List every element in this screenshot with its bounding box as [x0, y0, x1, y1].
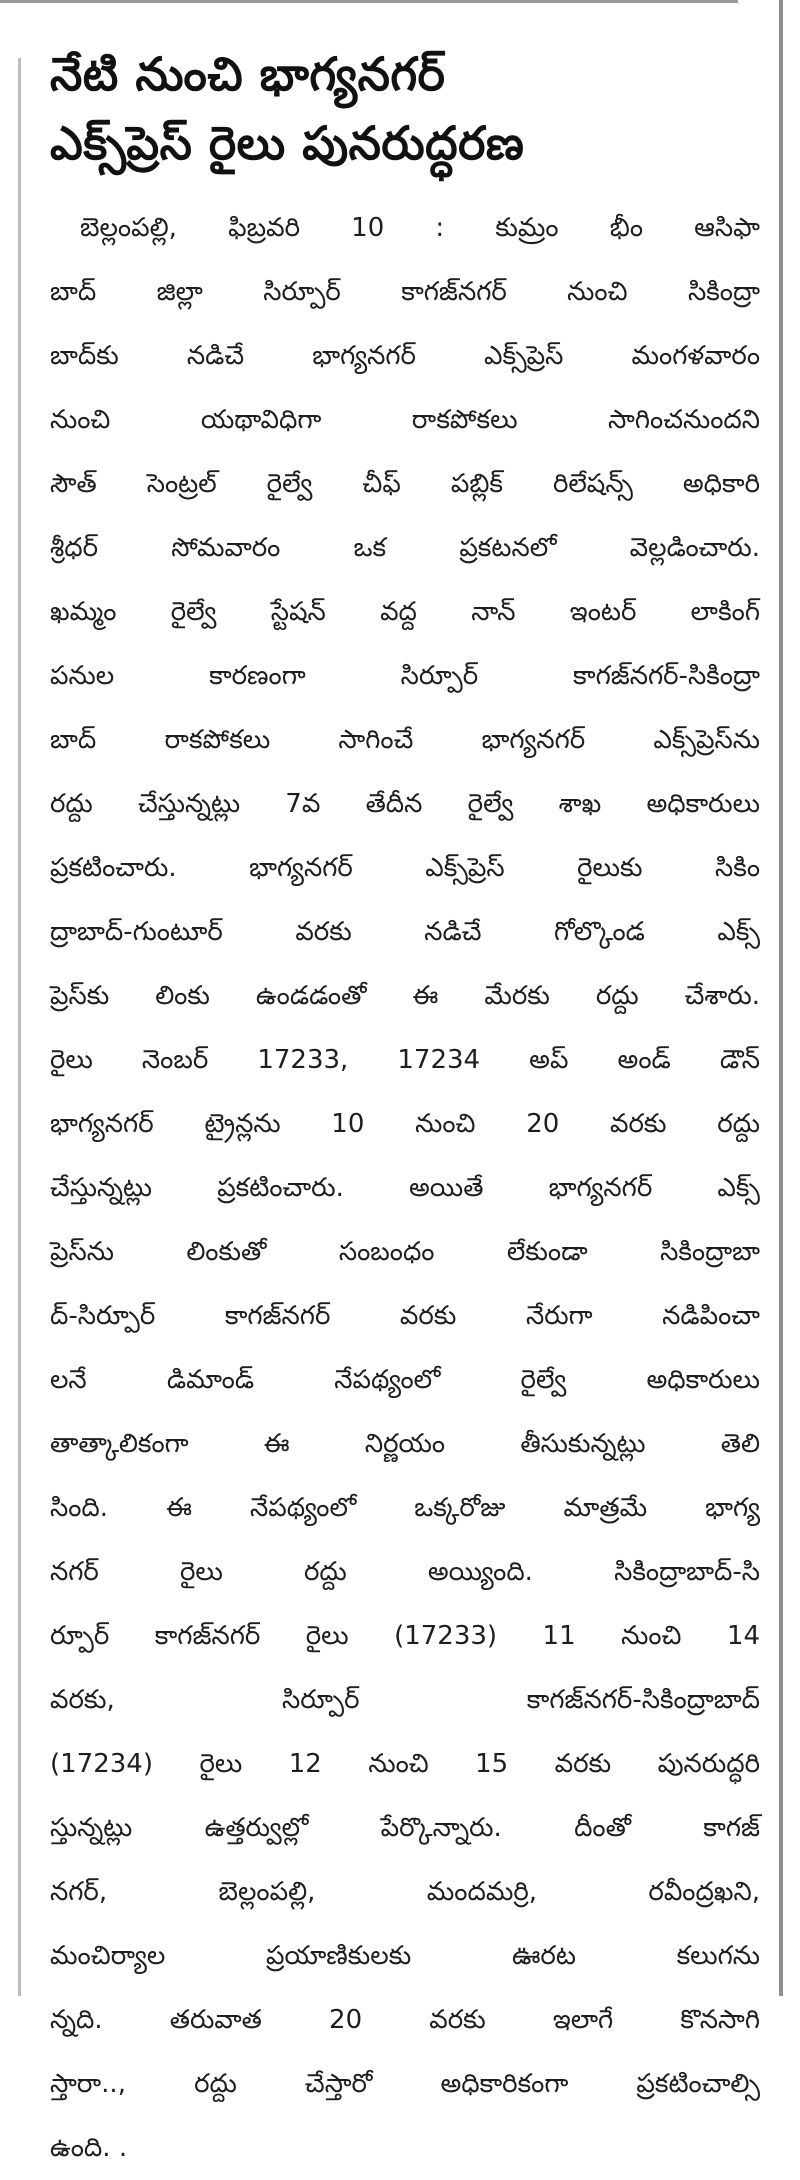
left-column-rule: [18, 58, 21, 1996]
body-line: (17234) రైలు 12 నుంచి 15 వరకు పునరుద్ధరి: [50, 1749, 760, 1779]
body-line: రద్దు చేస్తున్నట్లు 7వ తేదీన రైల్వే శాఖ అధికారులు: [50, 789, 760, 819]
body-line: బాద్‌కు నడిచే భాగ్యనగర్ ఎక్స్‌ప్రెస్ మంగళవారం: [50, 341, 760, 371]
body-line: చేస్తున్నట్లు ప్రకటించారు. అయితే భాగ్యనగర్ ఎక్స్: [50, 1173, 760, 1203]
body-line: భాగ్యనగర్ ట్రైన్లను 10 నుంచి 20 వరకు రద్దు: [50, 1109, 760, 1139]
body-line: పనుల కారణంగా సిర్పూర్ కాగజ్‌నగర్-సికింద్రా: [50, 661, 760, 691]
body-line: తాత్కాలికంగా ఈ నిర్ణయం తీసుకున్నట్లు తెలి: [50, 1429, 760, 1459]
body-line: వరకు, సిర్పూర్ కాగజ్‌నగర్-సికింద్రాబాద్: [50, 1685, 760, 1715]
article-headline: [50, 40, 760, 178]
body-line: నగర్ రైలు రద్దు అయ్యింది. సికింద్రాబాద్-సి: [50, 1557, 760, 1587]
body-line: మంచిర్యాల ప్రయాణికులకు ఊరట కలుగను: [50, 1941, 760, 1971]
top-border-rule: [0, 0, 738, 3]
body-line: ద్రాబాద్-గుంటూర్ వరకు నడిచే గోల్కొండ ఎక్స్: [50, 917, 760, 947]
headline-line-2: ఎక్స్‌ప్రెస్ రైలు పునరుద్ధరణ: [50, 116, 525, 170]
body-line: ఖమ్మం రైల్వే స్టేషన్ వద్ద నాన్ ఇంటర్ లాకింగ్: [50, 597, 760, 627]
body-line: లనే డిమాండ్ నేపథ్యంలో రైల్వే అధికారులు: [50, 1365, 760, 1395]
right-border-rule: [779, 0, 783, 1996]
body-line: సౌత్ సెంట్రల్ రైల్వే చీఫ్ పబ్లిక్ రిలేషన్స్ అధికారి: [50, 469, 760, 499]
article-body: [50, 196, 760, 2180]
body-line: రైలు నెంబర్ 17233, 17234 అప్ అండ్ డౌన్: [50, 1045, 760, 1075]
body-line: సింది. ఈ నేపథ్యంలో ఒక్కరోజు మాత్రమే భాగ్య: [50, 1493, 760, 1523]
body-line: స్తున్నట్లు ఉత్తర్వుల్లో పేర్కొన్నారు. దీంతో కాగజ్: [50, 1813, 760, 1843]
news-article: [50, 40, 760, 2180]
body-line: ప్రెస్‌కు లింకు ఉండడంతో ఈ మేరకు రద్దు చేశారు.: [50, 981, 760, 1011]
body-line: బాద్ జిల్లా సిర్పూర్ కాగజ్‌నగర్ నుంచి సికింద్రా: [50, 277, 760, 307]
body-line: ఉంది. .: [50, 2133, 128, 2163]
body-line: ప్రకటించారు. భాగ్యనగర్ ఎక్స్‌ప్రెస్ రైలుకు సికిం: [50, 853, 760, 883]
body-line: ద్-సిర్పూర్ కాగజ్‌నగర్ వరకు నేరుగా నడిపించా: [50, 1301, 760, 1331]
headline-line-1: నేటి నుంచి భాగ్యనగర్: [50, 47, 446, 101]
body-line: ర్పూర్ కాగజ్‌నగర్ రైలు (17233) 11 నుంచి 14: [50, 1621, 760, 1651]
body-line: స్తారా.., రద్దు చేస్తారో అధికారికంగా ప్రకటించాల్సి: [50, 2069, 760, 2099]
body-line: నగర్, బెల్లంపల్లి, మందమర్రి, రవీంద్రఖని,: [50, 1877, 760, 1907]
body-line: బెల్లంపల్లి, ఫిబ్రవరి 10 : కుమ్రం భీం ఆసిఫా: [80, 213, 760, 243]
body-line: న్నది. తరువాత 20 వరకు ఇలాగే కొనసాగి: [50, 2005, 760, 2035]
body-line: నుంచి యథావిధిగా రాకపోకలు సాగించనుందని: [50, 405, 760, 435]
body-line: ప్రెస్‌ను లింకుతో సంబంధం లేకుండా సికింద్రాబా: [50, 1237, 760, 1267]
body-line: శ్రీధర్ సోమవారం ఒక ప్రకటనలో వెల్లడించారు.: [50, 533, 760, 563]
body-line: బాద్ రాకపోకలు సాగించే భాగ్యనగర్ ఎక్స్‌ప్రెస్‌ను: [50, 725, 760, 755]
